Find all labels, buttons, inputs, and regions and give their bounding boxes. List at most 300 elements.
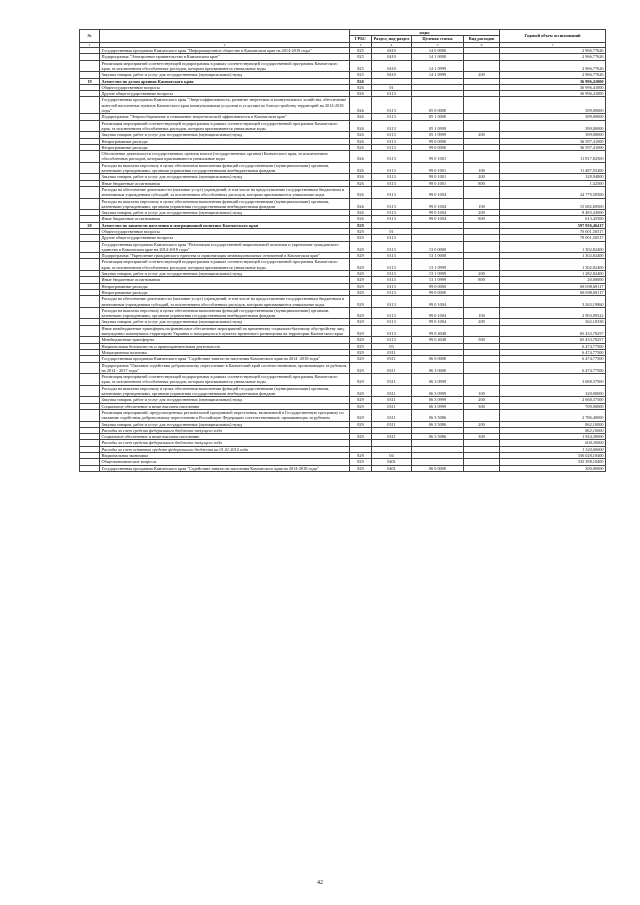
row-section: 0311 — [372, 374, 412, 386]
row-name: Миграционная политика — [100, 349, 350, 355]
row-name: Межбюджетные трансферты — [100, 337, 350, 343]
table-row — [80, 325, 606, 337]
row-section: 0113 — [372, 307, 412, 319]
row-grbs: 826 — [350, 174, 372, 180]
row-amount: 2 966,77626 — [500, 72, 606, 78]
row-section: 0113 — [372, 289, 412, 295]
row-name: Расходы за счет средств федерального бюджета текущего года — [100, 440, 350, 446]
row-name: Другие общегосударственные вопросы — [100, 235, 350, 241]
row-number — [80, 186, 100, 198]
row-name: Государственная программа Камчатского края "Содействие занятости населения Камчатского края на 2014-2018 годы" — [100, 465, 350, 471]
row-section: 0311 — [372, 421, 412, 427]
row-section: 0113 — [372, 216, 412, 222]
row-grbs: 829 — [350, 229, 372, 235]
header-amount: Годовой объем ассигнований — [500, 30, 606, 43]
row-target-article: 14 1 0000 — [412, 54, 464, 60]
row-number — [80, 60, 100, 72]
row-target-article: 99 0 0000 — [412, 138, 464, 144]
row-grbs: 829 — [350, 409, 372, 421]
row-amount: 8 483,43000 — [500, 210, 606, 216]
row-name: Государственная программа Камчатского края "Реализация государственной национальной политики и укрепление гражданского единства в Камчатском крае на 2014-2018 годы" — [100, 241, 350, 253]
row-grbs: 829 — [350, 362, 372, 374]
row-grbs: 829 — [350, 343, 372, 349]
row-target-article: 05 0 0000 — [412, 97, 464, 114]
row-amount: 362,10338 — [500, 319, 606, 325]
table-row — [80, 385, 606, 397]
table-row — [80, 259, 606, 271]
row-section: 0113 — [372, 91, 412, 97]
row-section: 0113 — [372, 277, 412, 283]
row-section: 0410 — [372, 72, 412, 78]
row-expense-type: 200 — [464, 271, 500, 277]
row-amount: 335 398,18400 — [500, 459, 606, 465]
row-section: 0113 — [372, 97, 412, 114]
row-grbs: 829 — [350, 325, 372, 337]
row-target-article: 99 0 1004 — [412, 210, 464, 216]
row-section: 0113 — [372, 271, 412, 277]
row-amount: 6 474,77500 — [500, 349, 606, 355]
row-section: 04 — [372, 452, 412, 458]
row-expense-type: 200 — [464, 421, 500, 427]
row-expense-type: 200 — [464, 319, 500, 325]
row-name: Иные межбюджетные трансферты на финансовое обеспечение мероприятий по временному социально-бытовому обустройству лиц, вынужденно покинувших территорию Украины и находящихся в пунктах временного размещения на территории Камчатского края — [100, 325, 350, 337]
row-grbs: 829 — [350, 222, 372, 228]
row-target-article: 05 1 0999 — [412, 132, 464, 138]
row-section: 0113 — [372, 198, 412, 210]
row-name: Реализация мероприятий соответствующей подпрограммы в рамках соответствующей государственной программы Камчатского края, за исключением обособленных расходов, которым присваиваются уникальные коды — [100, 374, 350, 386]
row-target-article: 06 3 5086 — [412, 421, 464, 427]
row-amount: 862,10000 — [500, 427, 606, 433]
row-expense-type: 100 — [464, 198, 500, 210]
row-name: Национальная экономика — [100, 452, 350, 458]
row-target-article: 14 1 0999 — [412, 60, 464, 72]
column-index: 1 — [80, 42, 100, 48]
row-grbs: 829 — [350, 271, 372, 277]
row-grbs: 829 — [350, 459, 372, 465]
row-grbs: 826 — [350, 120, 372, 132]
row-target-article: 06 3 5086 — [412, 434, 464, 440]
row-amount: 2 668,37500 — [500, 397, 606, 403]
row-name: Иные бюджетные ассигнования — [100, 277, 350, 283]
row-name: Расходы на обеспечение деятельности (оказание услуг) учреждений, в том числе на предоставление государственным бюджетным и автономным учреждениям субсидий, за исключением обособленных расходов, которым присваиваются уникальные коды — [100, 296, 350, 308]
row-number — [80, 325, 100, 337]
row-grbs: 829 — [350, 319, 372, 325]
row-target-article: 06 0 0000 — [412, 356, 464, 362]
table-row — [80, 465, 606, 471]
row-name: Подпрограмма "Укрепление гражданского единства и гармонизация межнациональных отношений в Камчатском крае" — [100, 253, 350, 259]
row-number — [80, 97, 100, 114]
header-name — [100, 30, 350, 43]
row-grbs: 826 — [350, 138, 372, 144]
row-target-article: 13 1 0999 — [412, 277, 464, 283]
header-target: Целевая статья — [412, 36, 464, 42]
row-grbs: 829 — [350, 337, 372, 343]
row-amount: 1 282,82400 — [500, 271, 606, 277]
row-grbs: 826 — [350, 114, 372, 120]
row-amount: 336 028,18400 — [500, 452, 606, 458]
table-row — [80, 151, 606, 163]
row-amount: 24 779,58500 — [500, 186, 606, 198]
table-row — [80, 362, 606, 374]
row-grbs: 829 — [350, 374, 372, 386]
row-section: 0113 — [372, 132, 412, 138]
row-grbs: 826 — [350, 216, 372, 222]
row-name: Реализация мероприятий соответствующей подпрограммы в рамках соответствующей государственной программы Камчатского края, за исключением обособленных расходов, которым присваиваются уникальные коды — [100, 60, 350, 72]
row-expense-type — [464, 362, 500, 374]
row-section: 0113 — [372, 144, 412, 150]
row-grbs: 826 — [350, 151, 372, 163]
row-amount: 399,00000 — [500, 120, 606, 132]
row-section: 0311 — [372, 434, 412, 440]
row-target-article: 13 1 0999 — [412, 271, 464, 277]
row-target-article: 06 3 0999 — [412, 374, 464, 386]
row-amount: 68 698,68117 — [500, 283, 606, 289]
row-number — [80, 198, 100, 210]
row-section: 0113 — [372, 253, 412, 259]
row-expense-type — [464, 97, 500, 114]
row-number: 20 — [80, 222, 100, 228]
row-name: Иные бюджетные ассигнования — [100, 216, 350, 222]
table-row — [80, 60, 606, 72]
row-number — [80, 151, 100, 163]
row-section: 0311 — [372, 385, 412, 397]
row-target-article: 99 0 1004 — [412, 307, 464, 319]
row-amount: 36 996,41000 — [500, 91, 606, 97]
row-section: 0113 — [372, 180, 412, 186]
row-section: 0410 — [372, 60, 412, 72]
row-amount: 2 966,77626 — [500, 48, 606, 54]
row-expense-type: 200 — [464, 174, 500, 180]
row-grbs: 829 — [350, 403, 372, 409]
row-grbs: 826 — [350, 132, 372, 138]
row-amount: 1 924,30000 — [500, 434, 606, 440]
table-row — [80, 120, 606, 132]
row-section: 0113 — [372, 151, 412, 163]
row-expense-type — [464, 241, 500, 253]
row-amount: 862,10000 — [500, 421, 606, 427]
row-name: Закупка товаров, работ и услуг для государственных (муниципальных) нужд — [100, 319, 350, 325]
row-section: 0311 — [372, 409, 412, 421]
row-amount: 604,30000 — [500, 440, 606, 446]
row-section: 0311 — [372, 349, 412, 355]
row-name: Расходы на выплаты персоналу в целях обеспечения выполнения функций государственными (муниципальными) органами, казенными учреждениями, органами управления государственными внебюджетными фондами — [100, 162, 350, 174]
row-target-article: 99 0 1004 — [412, 216, 464, 222]
row-target-article: 06 3 5086 — [412, 409, 464, 421]
header-codes: коды — [350, 30, 500, 36]
row-grbs: 829 — [350, 296, 372, 308]
row-amount: 328,94800 — [500, 174, 606, 180]
row-grbs: 829 — [350, 241, 372, 253]
row-target-article: 05 1 0999 — [412, 120, 464, 132]
row-name: Реализация мероприятий, предусмотренных региональной программой переселения, включенной в Государственную программу по оказанию содействия добровольному переселению в Российскую Федерацию соотечественников, проживающих за рубежом — [100, 409, 350, 421]
row-target-article: 13 1 0999 — [412, 259, 464, 271]
row-amount: 700,00000 — [500, 403, 606, 409]
row-target-article: 06 0 0000 — [412, 465, 464, 471]
row-grbs: 829 — [350, 307, 372, 319]
row-amount: 300,00000 — [500, 465, 606, 471]
row-amount: 6 474,77500 — [500, 362, 606, 374]
table-body — [80, 48, 606, 472]
row-target-article: 13 1 0000 — [412, 253, 464, 259]
header-vr: Вид расходов — [464, 36, 500, 42]
row-grbs: 825 — [350, 72, 372, 78]
row-amount: 36 597,41000 — [500, 138, 606, 144]
row-target-article: 05 1 0000 — [412, 114, 464, 120]
row-target-article: 13 0 0000 — [412, 241, 464, 253]
row-name: Социальное обеспечение и иные выплаты населению — [100, 434, 350, 440]
row-expense-type: 100 — [464, 307, 500, 319]
row-amount: 3 265,19860 — [500, 296, 606, 308]
row-expense-type: 200 — [464, 132, 500, 138]
row-section: 0410 — [372, 48, 412, 54]
row-grbs: 826 — [350, 162, 372, 174]
row-expense-type — [464, 465, 500, 471]
row-amount: 36 996,41000 — [500, 84, 606, 90]
row-amount: 399,00000 — [500, 114, 606, 120]
row-name: Закупка товаров, работ и услуг для государственных (муниципальных) нужд — [100, 132, 350, 138]
row-name: Расходы за счет средств федерального бюджета текущего года — [100, 427, 350, 433]
row-section: 0113 — [372, 241, 412, 253]
row-amount: 70 001,50517 — [500, 235, 606, 241]
row-number — [80, 385, 100, 397]
row-expense-type: 200 — [464, 210, 500, 216]
row-name: Государственная программа Камчатского края "Содействие занятости населения Камчатского края на 2014 -2018 годы" — [100, 356, 350, 362]
row-name: Закупка товаров, работ и услуг для государственных (муниципальных) нужд — [100, 210, 350, 216]
row-expense-type: 200 — [464, 397, 500, 403]
row-name: Подпрограмма "Оказание содействия добровольному переселению в Камчатский край соотечественников, проживающих за рубежом, на 2014 - 2017 годы" — [100, 362, 350, 374]
header-grbs: ГРБС — [350, 36, 372, 42]
row-number: 19 — [80, 78, 100, 84]
row-grbs: 825 — [350, 54, 372, 60]
header-section: Раздел, под-раздел — [372, 36, 412, 42]
row-amount: 320,00000 — [500, 385, 606, 397]
row-name: Общеэкономические вопросы — [100, 459, 350, 465]
row-target-article: 99 0 1001 — [412, 174, 464, 180]
row-section: 0113 — [372, 174, 412, 180]
row-name: Агентство по занятости населения и миграционной политике Камчатского края — [100, 222, 350, 228]
row-grbs: 826 — [350, 198, 372, 210]
row-name: Непрограммные расходы — [100, 144, 350, 150]
row-expense-type — [464, 374, 500, 386]
row-expense-type: 100 — [464, 385, 500, 397]
header-number: № — [80, 30, 100, 43]
row-target-article: 99 0 0000 — [412, 144, 464, 150]
row-expense-type: 800 — [464, 180, 500, 186]
row-section: 0113 — [372, 114, 412, 120]
row-number — [80, 296, 100, 308]
row-name: Реализация мероприятий соответствующей подпрограммы в рамках соответствующей государственной программы Камчатского края, за исключением обособленных расходов, которым присваиваются уникальные коды — [100, 259, 350, 271]
row-name: Закупка товаров, работ и услуг для государственных (муниципальных) нужд — [100, 397, 350, 403]
row-amount: 1,32500 — [500, 180, 606, 186]
row-target-article: 99 0 4048 — [412, 325, 464, 337]
row-section: 0113 — [372, 296, 412, 308]
table-row — [80, 307, 606, 319]
row-target-article: 99 0 1004 — [412, 296, 464, 308]
row-name: Расходы на обеспечение деятельности (оказание услуг) учреждений, в том числе на предоставление государственным бюджетным и автономным учреждениям субсидий, за исключением обособленных расходов, которым присваиваются уникальные коды — [100, 186, 350, 198]
row-grbs: 826 — [350, 186, 372, 198]
row-amount: 1 302,82400 — [500, 259, 606, 271]
row-amount: 1 302,82400 — [500, 241, 606, 253]
row-section: 0113 — [372, 235, 412, 241]
row-name: Государственная программа Камчатского края "Энергоэффективность, развитие энергетики и коммунального хозяйства, обеспечение жителей населенных пунктов Камчатского края коммунальными услугами и услугами по благоустройству территорий на 2014-2018 годы" — [100, 97, 350, 114]
row-expense-type: 300 — [464, 434, 500, 440]
row-grbs: 825 — [350, 60, 372, 72]
row-name: Расходы за счет остатков средств федерального бюджета на 01.01.2014 года — [100, 446, 350, 452]
row-name: Закупка товаров, работ и услуг для государственных (муниципальных) нужд — [100, 271, 350, 277]
row-target-article: 06 3 0999 — [412, 397, 464, 403]
row-amount: 399,00000 — [500, 132, 606, 138]
row-section: 0113 — [372, 186, 412, 198]
row-name: Иные бюджетные ассигнования — [100, 180, 350, 186]
row-target-article: 06 3 0999 — [412, 385, 464, 397]
row-grbs: 826 — [350, 180, 372, 186]
row-section: 0113 — [372, 120, 412, 132]
row-amount: 399,00000 — [500, 97, 606, 114]
row-amount: 2 966,77626 — [500, 54, 606, 60]
row-section: 0311 — [372, 397, 412, 403]
column-index: 2 — [100, 42, 350, 48]
table-row — [80, 374, 606, 386]
row-grbs: 825 — [350, 48, 372, 54]
row-amount: 65 433,78257 — [500, 337, 606, 343]
row-section: 01 — [372, 84, 412, 90]
row-number — [80, 307, 100, 319]
column-index: 6 — [464, 42, 500, 48]
row-amount: 36 996,41000 — [500, 78, 606, 84]
row-expense-type: 500 — [464, 337, 500, 343]
row-section: 0401 — [372, 465, 412, 471]
row-section: 0311 — [372, 362, 412, 374]
row-name: Непрограммные расходы — [100, 289, 350, 295]
row-grbs: 829 — [350, 259, 372, 271]
row-expense-type: 300 — [464, 403, 500, 409]
row-name: Агентство по делам архивов Камчатского края — [100, 78, 350, 84]
row-expense-type: 100 — [464, 162, 500, 174]
row-grbs: 829 — [350, 452, 372, 458]
row-amount: 2 966,77626 — [500, 60, 606, 72]
row-section: 0113 — [372, 210, 412, 216]
row-number — [80, 162, 100, 174]
row-expense-type — [464, 325, 500, 337]
row-amount: 597 956,46417 — [500, 222, 606, 228]
row-grbs: 829 — [350, 253, 372, 259]
row-name: Реализация мероприятий соответствующей подпрограммы в рамках соответствующей государственной программы Камчатского края, за исключением обособленных расходов, которым присваиваются уникальные коды — [100, 120, 350, 132]
row-amount: 36 597,41000 — [500, 144, 606, 150]
row-expense-type: 200 — [464, 72, 500, 78]
row-name: Государственная программа Камчатского края "Информационное общество в Камчатском крае на 2014-2018 годы" — [100, 48, 350, 54]
table-row — [80, 162, 606, 174]
row-target-article: 99 0 0000 — [412, 289, 464, 295]
row-number — [80, 241, 100, 253]
row-name: Расходы на выплаты персоналу в целях обеспечения выполнения функций государственными (муниципальными) органами, казенными учреждениями, органами управления государственными внебюджетными фондами — [100, 307, 350, 319]
row-expense-type — [464, 120, 500, 132]
row-grbs: 829 — [350, 289, 372, 295]
row-grbs: 829 — [350, 349, 372, 355]
row-number — [80, 120, 100, 132]
row-section: 0113 — [372, 162, 412, 174]
row-grbs: 829 — [350, 283, 372, 289]
row-name: Подпрограмма "Энергосбережение и повышение энергетической эффективности в Камчатском крае" — [100, 114, 350, 120]
row-expense-type — [464, 409, 500, 421]
row-amount: 6 474,77500 — [500, 343, 606, 349]
row-target-article: 14 0 0000 — [412, 48, 464, 54]
table-row — [80, 296, 606, 308]
row-section: 0113 — [372, 259, 412, 271]
row-grbs: 829 — [350, 356, 372, 362]
row-name: Социальное обеспечение и иные выплаты населению — [100, 403, 350, 409]
row-section: 0401 — [372, 459, 412, 465]
row-name: Расходы на выплаты персоналу в целях обеспечения выполнения функций государственными (муниципальными) органами, казенными учреждениями, органами управления государственными внебюджетными фондами — [100, 385, 350, 397]
table-row — [80, 186, 606, 198]
table-row — [80, 198, 606, 210]
row-number — [80, 362, 100, 374]
row-name: Непрограммные расходы — [100, 283, 350, 289]
row-amount: 613,45500 — [500, 216, 606, 222]
column-index: 4 — [372, 42, 412, 48]
row-name: Закупка товаров, работ и услуг для государственных (муниципальных) нужд — [100, 72, 350, 78]
column-index: 7 — [500, 42, 606, 48]
row-expense-type — [464, 60, 500, 72]
row-section: 0113 — [372, 283, 412, 289]
row-expense-type — [464, 296, 500, 308]
row-target-article: 06 3 0000 — [412, 362, 464, 374]
row-section: 0311 — [372, 403, 412, 409]
row-expense-type — [464, 259, 500, 271]
row-section: 0113 — [372, 319, 412, 325]
row-amount: 6 474,77500 — [500, 356, 606, 362]
row-name: Непрограммные расходы — [100, 138, 350, 144]
table-row — [80, 241, 606, 253]
table-row — [80, 97, 606, 114]
row-name: Закупка товаров, работ и услуг для государственных (муниципальных) нужд — [100, 421, 350, 427]
row-amount: 15 682,69500 — [500, 198, 606, 210]
row-grbs: 829 — [350, 235, 372, 241]
row-grbs: 826 — [350, 78, 372, 84]
row-name: Другие общегосударственные вопросы — [100, 91, 350, 97]
row-expense-type — [464, 151, 500, 163]
row-name: Расходы на выплаты персоналу в целях обеспечения выполнения функций государственными (муниципальными) органами, казенными учреждениями, органами управления государственными внебюджетными фондами — [100, 198, 350, 210]
row-section: 0113 — [372, 337, 412, 343]
row-name: Обеспечение деятельности государственных органов власти (государственных органов) Камчатского края, за исключением обособленных расходов, которым присваиваются уникальные коды — [100, 151, 350, 163]
row-number — [80, 465, 100, 471]
row-target-article: 14 1 0999 — [412, 72, 464, 78]
row-amount: 2 786,40000 — [500, 409, 606, 421]
row-grbs: 826 — [350, 144, 372, 150]
row-grbs: 829 — [350, 465, 372, 471]
row-grbs: 829 — [350, 421, 372, 427]
row-number — [80, 374, 100, 386]
page-number: 42 — [317, 880, 323, 886]
row-section: 0311 — [372, 356, 412, 362]
row-amount: 11 487,55200 — [500, 162, 606, 174]
row-target-article: 99 0 4048 — [412, 337, 464, 343]
row-amount: 1 320,00000 — [500, 446, 606, 452]
row-section: 0113 — [372, 325, 412, 337]
row-grbs: 829 — [350, 385, 372, 397]
row-name: Подпрограмма "Электронное правительство в Камчатском крае" — [100, 54, 350, 60]
row-grbs: 829 — [350, 397, 372, 403]
row-grbs: 829 — [350, 277, 372, 283]
row-target-article: 06 3 0999 — [412, 403, 464, 409]
row-grbs: 826 — [350, 91, 372, 97]
row-section: 0113 — [372, 138, 412, 144]
row-name: Общегосударственные вопросы — [100, 84, 350, 90]
row-amount: 3 688,37500 — [500, 374, 606, 386]
table-row — [80, 409, 606, 421]
row-grbs: 826 — [350, 210, 372, 216]
table-header — [80, 30, 606, 48]
row-target-article: 99 0 1001 — [412, 180, 464, 186]
